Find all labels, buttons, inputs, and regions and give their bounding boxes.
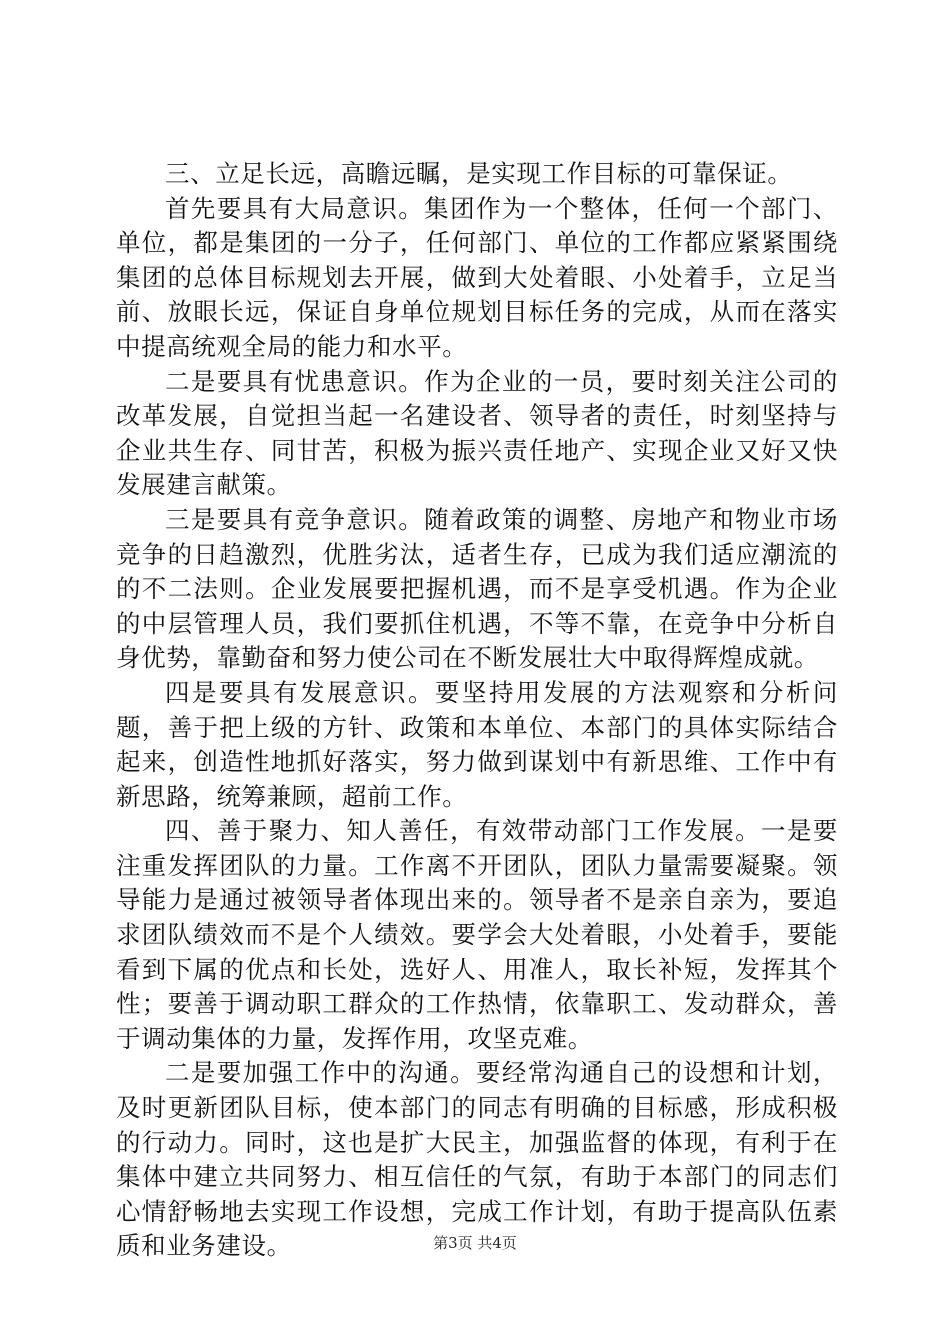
paragraph-crisis-awareness: 二是要具有忧患意识。作为企业的一员，要时刻关注公司的改革发展，自觉担当起一名建设者、领导者的责任，时刻坚持与企业共生存、同甘苦，积极为振兴责任地产、实现企业又好又快发展建言献策。	[116, 366, 838, 500]
paragraph-development-awareness: 四是要具有发展意识。要坚持用发展的方法观察和分析问题，善于把上级的方针、政策和本单位、本部门的具体实际结合起来，创造性地抓好落实，努力做到谋划中有新思维、工作中有新思路，统筹兼顾，超前工作。	[116, 677, 838, 811]
paragraph-section-four-teamwork: 四、善于聚力、知人善任，有效带动部门工作发展。一是要注重发挥团队的力量。工作离不开团队，团队力量需要凝聚。领导能力是通过被领导者体现出来的。领导者不是亲自亲为，要追求团队绩效而不是个人绩效。要学会大处着眼，小处着手，要能看到下属的优点和长处，选好人、用准人，取长补短，发挥其个性；要善于调动职工群众的工作热情，依靠职工、发动群众，善于调动集体的力量，发挥作用，攻坚克难。	[116, 816, 838, 1053]
paragraph-competition-awareness: 三是要具有竞争意识。随着政策的调整、房地产和物业市场竞争的日趋激烈，优胜劣汰，适者生存，已成为我们适应潮流的的不二法则。企业发展要把握机遇，而不是享受机遇。作为企业的中层管理人员，我们要抓住机遇，不等不靠，在竞争中分析自身优势，靠勤奋和努力使公司在不断发展壮大中取得辉煌成就。	[116, 504, 838, 673]
paragraph-communication: 二是要加强工作中的沟通。要经常沟通自己的设想和计划，及时更新团队目标，使本部门的同志有明确的目标感，形成积极的行动力。同时，这也是扩大民主，加强监督的体现，有利于在集体中建立共同努力、相互信任的气氛，有助于本部门的同志们心情舒畅地去实现工作设想，完成工作计划，有助于提高队伍素质和业务建设。	[116, 1058, 838, 1261]
paragraph-overall-awareness: 首先要具有大局意识。集团作为一个整体，任何一个部门、单位，都是集团的一分子，任何部门、单位的工作都应紧紧围绕集团的总体目标规划去开展，做到大处着眼、小处着手，立足当前、放眼长远，保证自身单位规划目标任务的完成，从而在落实中提高统观全局的能力和水平。	[116, 193, 838, 361]
page-footer: 第3页 共4页	[433, 1234, 517, 1252]
paragraph-section-three-heading: 三、立足长远，高瞻远瞩，是实现工作目标的可靠保证。	[165, 159, 793, 188]
document-body	[116, 157, 838, 1264]
